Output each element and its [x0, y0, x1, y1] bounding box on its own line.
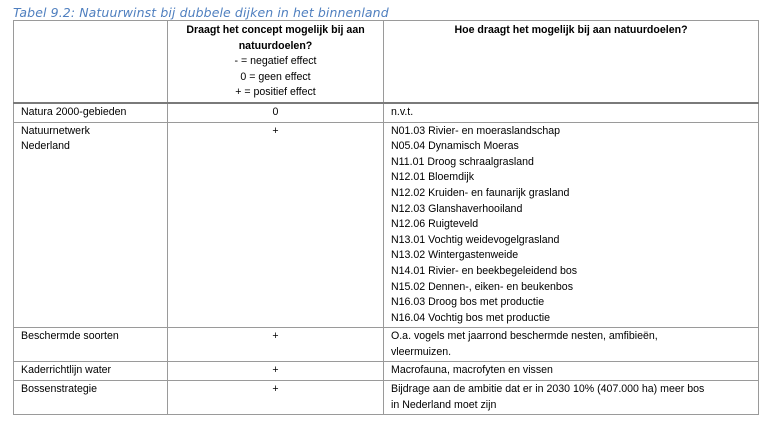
table-row — [14, 103, 759, 122]
detail-line: N12.06 Ruigteveld — [391, 218, 479, 231]
detail-line: N05.04 Dynamisch Moeras — [391, 140, 519, 153]
table-header-row — [14, 21, 759, 103]
detail-line: in Nederland moet zijn — [391, 398, 497, 411]
nature-gain-table — [13, 20, 759, 415]
table-row — [14, 122, 759, 328]
row-label — [14, 122, 168, 328]
row-effect: 0 — [168, 103, 384, 122]
table-caption: Tabel 9.2: Natuurwinst bij dubbele dijken in het binnenland — [13, 5, 389, 20]
detail-line: O.a. vogels met jaarrond beschermde nesten, amfibieën, — [391, 330, 658, 343]
header-cell-contribution — [168, 21, 384, 103]
detail-line: N13.02 Wintergastenweide — [391, 249, 519, 262]
legend-neutral: 0 = geen effect — [240, 70, 311, 83]
detail-line: N12.01 Bloemdijk — [391, 171, 475, 184]
row-label: Bossenstrategie — [14, 381, 168, 415]
header-contribution-line-1: Draagt het concept mogelijk bij aan — [186, 24, 365, 36]
detail-line: N11.01 Droog schraalgrasland — [391, 155, 534, 168]
row-details — [384, 362, 759, 381]
header-cell-topic — [14, 21, 168, 103]
table-row — [14, 362, 759, 381]
row-effect: + — [168, 328, 384, 362]
detail-line: vleermuizen. — [391, 345, 452, 358]
detail-line: N16.03 Droog bos met productie — [391, 296, 545, 309]
table-row — [14, 381, 759, 415]
legend-negative: - = negatief effect — [234, 55, 317, 68]
detail-line: N13.01 Vochtig weidevogelgrasland — [391, 233, 560, 246]
row-details — [384, 103, 759, 122]
detail-line: N12.02 Kruiden- en faunarijk grasland — [391, 186, 570, 199]
row-details — [384, 122, 759, 328]
detail-line: Macrofauna, macrofyten en vissen — [391, 364, 553, 377]
detail-line: N01.03 Rivier- en moeraslandschap — [391, 124, 560, 137]
header-contribution-line-2: natuurdoelen? — [238, 39, 313, 52]
row-effect: + — [168, 381, 384, 415]
header-cell-how: Hoe draagt het mogelijk bij aan natuurdoelen? — [384, 21, 759, 103]
detail-line: Bijdrage aan de ambitie dat er in 2030 10% (407.000 ha) meer bos — [391, 383, 705, 396]
detail-line: N12.03 Glanshaverhooiland — [391, 202, 523, 215]
row-label: Beschermde soorten — [14, 328, 168, 362]
detail-line: N14.01 Rivier- en beekbegeleidend bos — [391, 264, 578, 277]
row-label-text: Natuurnetwerk Nederland — [21, 124, 90, 153]
legend-positive: + = positief effect — [235, 86, 316, 99]
detail-line: N15.02 Dennen-, eiken- en beukenbos — [391, 280, 573, 293]
row-details — [384, 328, 759, 362]
row-label: Kaderrichtlijn water — [14, 362, 168, 381]
row-effect: + — [168, 122, 384, 328]
detail-line: N16.04 Vochtig bos met productie — [391, 311, 551, 324]
row-label: Natura 2000-gebieden — [14, 103, 168, 122]
row-details — [384, 381, 759, 415]
row-effect: + — [168, 362, 384, 381]
detail-line: n.v.t. — [391, 105, 414, 118]
table-row — [14, 328, 759, 362]
